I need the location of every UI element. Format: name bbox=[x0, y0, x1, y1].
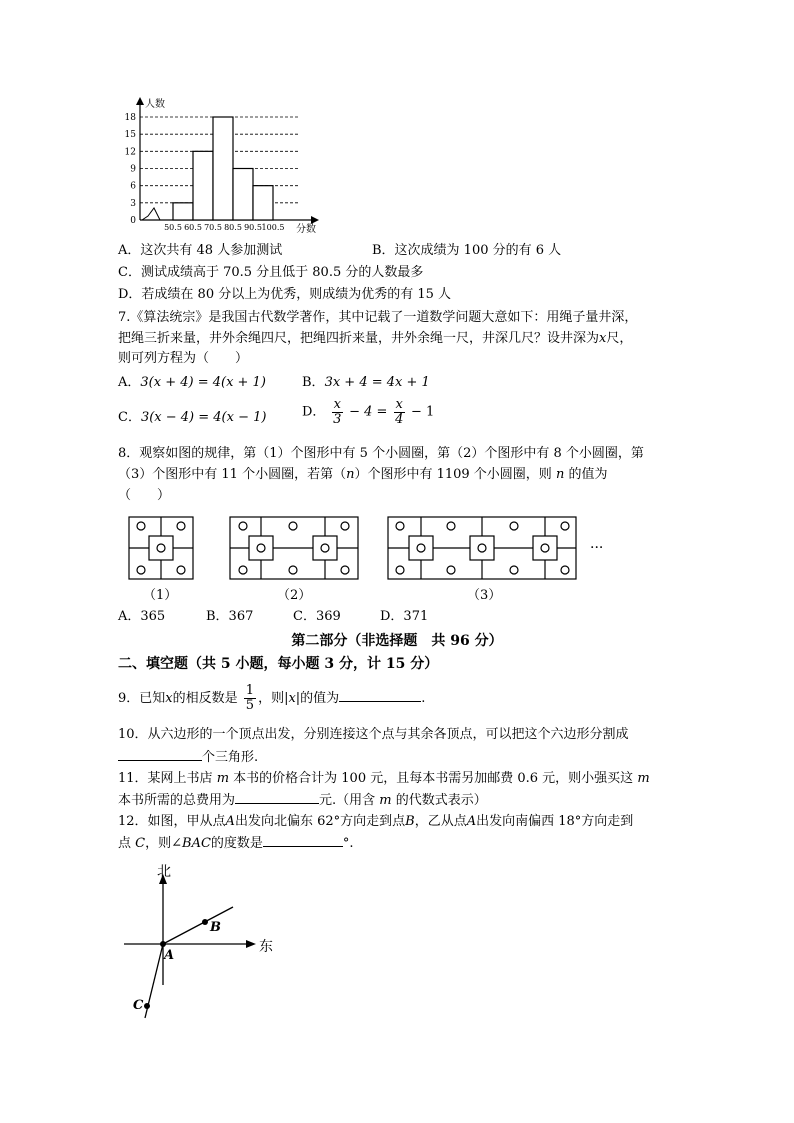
x-axis-arrow-icon bbox=[311, 216, 319, 224]
east-arrow-icon bbox=[246, 940, 256, 948]
q11-line1: 11．某网上书店 m 本书的价格合计为 100 元，且每本书需另加邮费 0.6 元，则小强买这 m bbox=[118, 771, 650, 786]
histogram-bar bbox=[193, 151, 213, 220]
histogram-bar bbox=[173, 203, 193, 220]
q8-fig2-label: （2） bbox=[277, 588, 312, 603]
q8-pattern-figures bbox=[120, 512, 620, 604]
label-a: A bbox=[164, 948, 175, 963]
x-tick-label: 90.5 bbox=[244, 223, 262, 232]
x-axis-label: 分数 bbox=[296, 224, 316, 235]
north-label: 北 bbox=[157, 864, 171, 880]
y-tick-label: 6 bbox=[130, 181, 136, 192]
y-tick-label: 12 bbox=[124, 147, 136, 158]
q7-option-b: B．3x + 4 = 4x + 1 bbox=[302, 375, 430, 390]
q8-fig3-label: （3） bbox=[467, 588, 502, 603]
y-tick-label: 9 bbox=[130, 164, 136, 175]
q8-fig1-label: （1） bbox=[143, 588, 178, 603]
q8-option-b: B．367 bbox=[206, 609, 254, 624]
histogram-bar bbox=[233, 169, 253, 221]
histogram-bar bbox=[213, 117, 233, 220]
q7-line2: 把绳三折来量，井外余绳四尺，把绳四折来量，井外余绳一尺，井深几尺？设井深为x尺， bbox=[118, 331, 633, 346]
section-fill-in-heading: 二、填空题（共 5 小题，每小题 3 分，计 15 分） bbox=[118, 656, 439, 672]
q6-option-a: A．这次共有 48 人参加测试 bbox=[118, 243, 283, 258]
q12-line2: 点 C，则∠BAC的度数是 °. bbox=[118, 836, 354, 851]
label-c: C bbox=[133, 998, 144, 1013]
part2-title: 第二部分（非选择题 共 96 分） bbox=[291, 633, 503, 649]
q7-option-a: A．3(x + 4) = 4(x + 1) bbox=[118, 375, 266, 390]
q10-line1: 10．从六边形的一个顶点出发，分别连接这个点与其余各顶点，可以把这个六边形分割成 bbox=[118, 727, 629, 742]
point-c bbox=[144, 1003, 150, 1009]
axis-break bbox=[142, 208, 173, 220]
x-tick-label: 50.5 bbox=[164, 223, 182, 232]
y-axis-arrow-icon bbox=[136, 97, 144, 105]
x-tick-label: 80.5 bbox=[224, 223, 242, 232]
y-tick-label: 15 bbox=[124, 130, 136, 141]
q6-option-d: D．若成绩在 80 分以上为优秀，则成绩为优秀的有 15 人 bbox=[118, 287, 452, 302]
q7-option-c: C．3(x − 4) = 4(x − 1) bbox=[118, 410, 267, 425]
point-a bbox=[160, 941, 166, 947]
y-axis-label: 人数 bbox=[145, 99, 165, 110]
q7-option-d: D． $\frac{x}{3}$ − 4 = $\frac{x}{4}$ − 1 bbox=[302, 397, 435, 427]
q8-option-a: A．365 bbox=[118, 609, 166, 624]
q8-line1: 8．观察如图的规律，第（1）个图形中有 5 个小圆圈，第（2）个图形中有 8 个小圆圈，第 bbox=[118, 446, 644, 461]
q12-answer-blank[interactable] bbox=[263, 834, 343, 847]
x-tick-label: 60.5 bbox=[184, 223, 202, 232]
q9-answer-blank[interactable] bbox=[339, 689, 421, 702]
q6-option-b: B．这次成绩为 100 分的有 6 人 bbox=[372, 243, 562, 258]
q9-line: 9．已知x的相反数是 $\frac{1}{5}$ ，则|x|的值为 . bbox=[118, 683, 426, 713]
q8-line3: （ ） bbox=[118, 488, 171, 503]
histogram-chart bbox=[118, 95, 338, 240]
q10-answer-blank[interactable] bbox=[118, 748, 202, 761]
y-tick-label: 18 bbox=[124, 113, 136, 123]
q8-option-d: D．371 bbox=[380, 609, 429, 624]
q8-line2: （3）个图形中有 11 个小圆圈，若第（n）个图形中有 1109 个小圆圈，则 n 的值为 bbox=[118, 467, 608, 482]
x-tick-label: 70.5 bbox=[204, 223, 222, 232]
x-tick-label: 100.5 bbox=[261, 223, 285, 232]
q10-line2: 个三角形. bbox=[118, 748, 258, 767]
q11-line2: 本书所需的总费用为 元.（用含 m 的代数式表示） bbox=[118, 793, 487, 808]
ray-ab bbox=[163, 907, 233, 944]
q7-line1: 7.《算法统宗》是我国古代数学著作，其中记载了一道数学问题大意如下：用绳子量井深， bbox=[118, 310, 638, 325]
east-label: 东 bbox=[259, 939, 273, 955]
q11-answer-blank[interactable] bbox=[235, 791, 319, 804]
point-b bbox=[202, 919, 208, 925]
q12-line1: 12．如图，甲从点A出发向北偏东 62°方向走到点B，乙从点A出发向南偏西 18°方向走到 bbox=[118, 814, 634, 829]
q6-option-c: C．测试成绩高于 70.5 分且低于 80.5 分的人数最多 bbox=[118, 265, 424, 280]
label-b: B bbox=[210, 920, 221, 935]
y-tick-label: 0 bbox=[130, 216, 136, 226]
y-tick-label: 3 bbox=[130, 198, 136, 209]
q8-option-c: C．369 bbox=[293, 609, 341, 624]
histogram-bar bbox=[253, 186, 273, 220]
q8-ellipsis: ··· bbox=[590, 540, 604, 556]
q7-line3: 则可列方程为（ ） bbox=[118, 351, 249, 366]
